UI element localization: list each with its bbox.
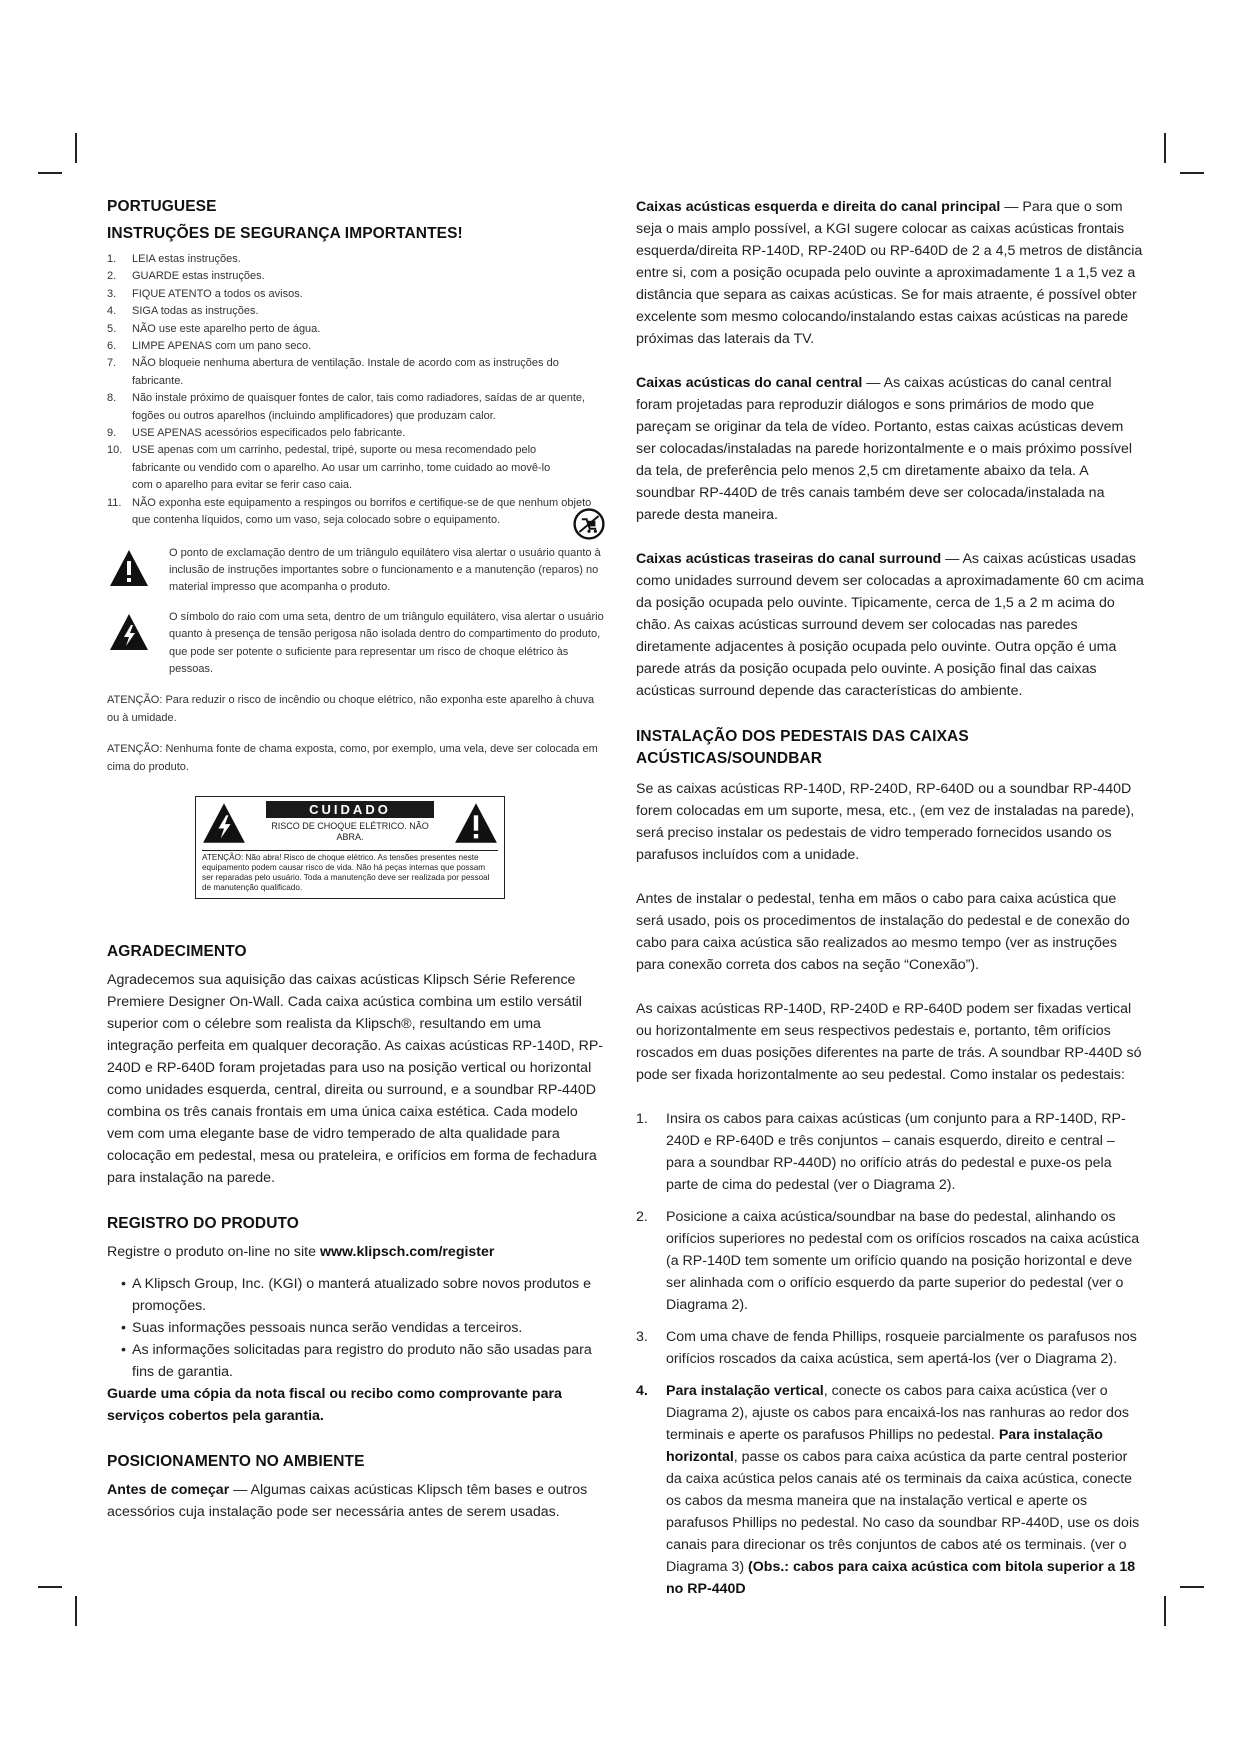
main-channel-paragraph (636, 196, 1146, 350)
crop-mark-bottom-right-v (1164, 1596, 1166, 1626)
step-4-lead-vertical: Para instalação vertical (666, 1383, 824, 1399)
attention-text-1: ATENÇÃO: Para reduzir o risco de incêndio ou choque elétrico, não exponha este aparelho à chuva ou à umidade. (107, 694, 595, 724)
register-bullet: • A Klipsch Group, Inc. (KGI) o manterá atualizado sobre novos produtos e promoções. (121, 1273, 607, 1317)
safety-item (107, 268, 607, 285)
safety-item-text: SIGA todas as instruções. (132, 305, 259, 318)
safety-item-text: USE apenas com um carrinho, pedestal, tripé, suporte ou mesa recomendado pelo fabricante ou vendido com o aparelho. Ao usar um carrinho, tome cuidado ao movê-lo com o aparelho para evitar se ferir caso caia. (132, 444, 551, 492)
main-channel-lead: Caixas acústicas esquerda e direita do canal principal (636, 199, 1001, 215)
register-bullet: • Suas informações pessoais nunca serão vendidas a terceiros. (121, 1317, 607, 1339)
install-step-text: Com uma chave de fenda Phillips, rosqueie parcialmente os parafusos nos orifícios roscados da caixa acústica, sem apertá-los (ver o Diagrama 2). (666, 1329, 1137, 1367)
install-heading: INSTALAÇÃO DOS PEDESTAIS DAS CAIXAS ACÚSTICAS/SOUNDBAR (636, 728, 969, 767)
safety-item (107, 303, 607, 320)
caution-text: ATENÇÃO: Não abra! Risco de choque elétrico. As tensões presentes neste equipamento podem causar risco de vida. Não há peças internas que possam ser reparadas pelo usuário. Toda a manutenção deve ser realizada por pessoal de manutenção qualificado. (202, 850, 498, 893)
safety-item-text: LEIA estas instruções. (132, 253, 241, 265)
register-bullet-list (107, 1273, 607, 1383)
safety-item-text: NÃO exponha este equipamento a respingos ou borrifos e certifique-se de que nenhum objeto que contenha líquidos, como um vaso, seja colocado sobre o equipamento. (132, 496, 592, 527)
safety-item-number: 6. (107, 340, 117, 353)
safety-item (107, 425, 607, 442)
right-column (636, 196, 1146, 1600)
safety-item-text: NÃO use este aparelho perto de água. (132, 322, 321, 335)
safety-item-text: NÃO bloqueie nenhuma abertura de ventilação. Instale de acordo com as instruções do fabricante. (132, 357, 559, 387)
safety-item-number: 1. (107, 253, 117, 265)
exclamation-triangle-icon (109, 549, 149, 587)
placement-lead: Antes de começar (107, 1481, 230, 1498)
placement-text: — Algumas caixas acústicas Klipsch têm bases e outros acessórios cuja instalação pode ser necessária antes de serem usadas. (107, 1481, 588, 1520)
lightning-warning-text: O símbolo do raio com uma seta, dentro de um triângulo equilátero, visa alertar o usuário quanto à presença de tensão perigosa não isolada dentro do compartimento do produto, que pode ser potente o suficiente para representar um risco de choque elétrico às pessoas. (169, 610, 604, 675)
safety-item-number: 11. (107, 496, 122, 509)
safety-item-number: 5. (107, 322, 117, 335)
safety-item-number: 2. (107, 270, 117, 283)
install-step (636, 1326, 1146, 1370)
safety-item (107, 442, 607, 494)
install-step-4 (636, 1380, 1146, 1600)
safety-item (107, 321, 607, 338)
caution-subtitle: RISCO DE CHOQUE ELÉTRICO. NÃO ABRA. (271, 820, 429, 842)
center-channel-paragraph (636, 372, 1146, 526)
install-step-number: 1. (636, 1111, 648, 1127)
caution-box (195, 796, 505, 899)
step-4-text-vertical: , conecte os cabos para caixa acústica (ver o Diagrama 2), ajuste os cabos para encaixá-los nas ranhuras ao redor dos terminais e aperte os parafusos Phillips no pedestal. (666, 1383, 1129, 1443)
install-step (636, 1108, 1146, 1196)
exclamation-warning (107, 545, 607, 597)
main-channel-text: — Para que o som seja o mais amplo possível, a KGI sugere colocar as caixas acústicas frontais esquerda/direita RP-140D, RP-240D ou RP-640D de 2 a 4,5 metros de distância entre si, com a posição ocupada pelo ouvinte a aproximadamente 1 a 1,5 vez a distância que separa as caixas acústicas. Se for mais atraente, é possível obter excelente som mesmo colocando/instalando estas caixas acústicas na parede próximas das laterais da TV. (636, 199, 1143, 347)
crop-mark-bottom-left-v (75, 1596, 77, 1626)
thanks-text: Agradecemos sua aquisição das caixas acústicas Klipsch Série Reference Premiere Designer On-Wall. Cada caixa acústica combina um estilo versátil superior com o célebre som realista da Klipsch®, resultando em uma integração perfeita em qualquer decoração. As caixas acústicas RP-140D, RP-240D e RP-640D foram projetadas para uso na posição vertical ou horizontal como unidades esquerda, central, direita ou surround, e a soundbar RP-440D combina os três canais frontais em uma única caixa estética. Cada modelo vem com uma elegante base de vidro temperado de alta qualidade para colocação em pedestal, mesa ou prateleira, e orifícios em forma de fechadura para instalação na parede. (107, 971, 604, 1186)
attention-text-2: ATENÇÃO: Nenhuma fonte de chama exposta, como, por exemplo, uma vela, deve ser colocada em cima do produto. (107, 743, 598, 773)
placement-heading: POSICIONAMENTO NO AMBIENTE (107, 1452, 365, 1470)
step-4-text-horizontal: , passe os cabos para caixa acústica da parte central posterior da caixa acústica pelos canais até os terminais da caixa acústica, conecte os cabos da mesma maneira que na instalação vertical e aperte os parafusos Phillips no pedestal. No caso da soundbar RP-440D, use os dois canais para direcionar os três conjuntos de cabos até os terminais. (ver o Diagrama 3) (666, 1449, 1140, 1575)
cart-tip-warning-icon (573, 508, 605, 540)
caution-lightning-icon (202, 802, 246, 844)
left-column (107, 198, 607, 1523)
center-channel-text: — As caixas acústicas do canal central foram projetadas para reproduzir diálogos e sons primários de modo que pareçam se originar da tela de vídeo. Portanto, estas caixas acústicas devem ser colocadas/instaladas na parede horizontalmente e o mais próximo possível da tela, de preferência pelo menos 2,5 cm diretamente abaixo da tela. A soundbar RP-440D de três canais também deve ser colocada/instalada na parede desta maneira. (636, 375, 1133, 523)
install-steps (636, 1108, 1146, 1370)
safety-item-text: Não instale próximo de quaisquer fontes de calor, tais como radiadores, saídas de ar quente, fogões ou outros aparelhos (incluindo amplificadores) que produzam calor. (132, 392, 586, 422)
crop-mark-top-right-h (1180, 172, 1204, 174)
install-paragraph-3: As caixas acústicas RP-140D, RP-240D e RP-640D podem ser fixadas vertical ou horizontalmente em seus respectivos pedestais e, portanto, têm orifícios roscados em duas posições diferentes na parte de trás. A soundbar RP-440D só pode ser fixada horizontalmente ao seu pedestal. Como instalar os pedestais: (636, 1001, 1142, 1083)
register-line (107, 1241, 607, 1263)
safety-item-number: 10. (107, 444, 123, 457)
safety-item-number: 7. (107, 357, 117, 370)
language-heading: PORTUGUESE (107, 198, 217, 215)
safety-item (107, 355, 607, 390)
safety-item (107, 286, 607, 303)
thanks-heading: AGRADECIMENTO (107, 942, 247, 960)
install-step-number: 3. (636, 1329, 648, 1345)
caution-title: CUIDADO (266, 801, 434, 818)
step-4-lead-horizontal: Para instalação horizontal (666, 1427, 1103, 1465)
install-step-text: Posicione a caixa acústica/soundbar na base do pedestal, alinhando os orifícios superiores no pedestal com os orifícios roscados na caixa acústica (a RP-140D tem somente um orifício quando na posição horizontal e deve ser alinhada com o orifício esquerdo da parte superior do pedestal (ver o Diagrama 2). (666, 1209, 1140, 1313)
safety-heading: INSTRUÇÕES DE SEGURANÇA IMPORTANTES! (107, 225, 463, 242)
safety-item (107, 495, 607, 530)
crop-mark-top-right-v (1164, 133, 1166, 163)
safety-item-number: 8. (107, 392, 117, 405)
install-step-number: 2. (636, 1209, 648, 1225)
register-link[interactable]: www.klipsch.com/register (319, 1243, 495, 1260)
install-step (636, 1206, 1146, 1316)
safety-item-text: FIQUE ATENTO a todos os avisos. (132, 287, 303, 300)
safety-item (107, 251, 607, 268)
crop-mark-bottom-right-h (1180, 1586, 1204, 1588)
install-paragraph-1: Se as caixas acústicas RP-140D, RP-240D, RP-640D ou a soundbar RP-440D forem colocadas em um suporte, mesa, etc., (em vez de instaladas na parede), será preciso instalar os pedestais de vidro temperado fornecidos usando os parafusos incluídos com a unidade. (636, 781, 1135, 863)
placement-paragraph (107, 1479, 607, 1523)
install-step-text: Insira os cabos para caixas acústicas (um conjunto para a RP-140D, RP-240D e RP-640D e três conjuntos – canais esquerdo, direito e central – para a soundbar RP-440D) no orifício atrás do pedestal e puxe-os pela parte de cima do pedestal (ver o Diagrama 2). (666, 1111, 1126, 1193)
crop-mark-top-left-h (38, 172, 62, 174)
caution-exclamation-icon (454, 802, 498, 844)
safety-item-number: 4. (107, 305, 117, 318)
safety-item-number: 3. (107, 287, 117, 300)
register-note: Guarde uma cópia da nota fiscal ou recibo como comprovante para serviços cobertos pela garantia. (107, 1385, 562, 1424)
safety-item-text: LIMPE APENAS com um pano seco. (132, 340, 312, 353)
lightning-warning (107, 609, 607, 679)
register-bullet: • As informações solicitadas para registro do produto não são usadas para fins de garantia. (121, 1339, 607, 1383)
exclamation-warning-text: O ponto de exclamação dentro de um triângulo equilátero visa alertar o usuário quanto à inclusão de instruções importantes sobre o funcionamento e a manutenção (reparos) no material impresso que acompanha o produto. (169, 546, 601, 594)
crop-mark-top-left-v (75, 133, 77, 163)
register-text: Registre o produto on-line no site (107, 1243, 320, 1260)
safety-item-text: USE APENAS acessórios especificados pelo fabricante. (132, 427, 406, 440)
center-channel-lead: Caixas acústicas do canal central (636, 375, 863, 391)
surround-channel-text: — As caixas acústicas usadas como unidades surround devem ser colocadas a aproximadamente 60 cm acima da posição ocupada pelo ouvinte. Tipicamente, cerca de 1,5 a 2 m acima do chão. As caixas acústicas surround devem ser colocadas nas paredes diretamente adjacentes à posição ocupada pelo ouvinte. Outra opção é uma parede atrás da posição ocupada pelo ouvinte. A posição final das caixas acústicas surround depende das características do ambiente. (636, 551, 1144, 699)
safety-item (107, 390, 607, 425)
step-4-number: 4. (636, 1383, 648, 1399)
register-heading: REGISTRO DO PRODUTO (107, 1214, 299, 1232)
safety-item-text: GUARDE estas instruções. (132, 270, 265, 283)
surround-channel-lead: Caixas acústicas traseiras do canal surround (636, 551, 942, 567)
safety-item-number: 9. (107, 427, 117, 440)
safety-list (107, 251, 607, 530)
install-paragraph-2: Antes de instalar o pedestal, tenha em mãos o cabo para caixa acústica que será usado, pois os procedimentos de instalação do pedestal e de conexão do cabo para caixa acústica são realizados ao mesmo tempo (ver as instruções para conexão correta dos cabos na seção “Conexão”). (636, 891, 1130, 973)
crop-mark-bottom-left-h (38, 1586, 62, 1588)
lightning-triangle-icon (109, 613, 149, 651)
surround-channel-paragraph (636, 548, 1146, 702)
safety-item (107, 338, 607, 355)
step-4-note: (Obs.: cabos para caixa acústica com bitola superior a 18 no RP-440D (666, 1559, 1136, 1597)
